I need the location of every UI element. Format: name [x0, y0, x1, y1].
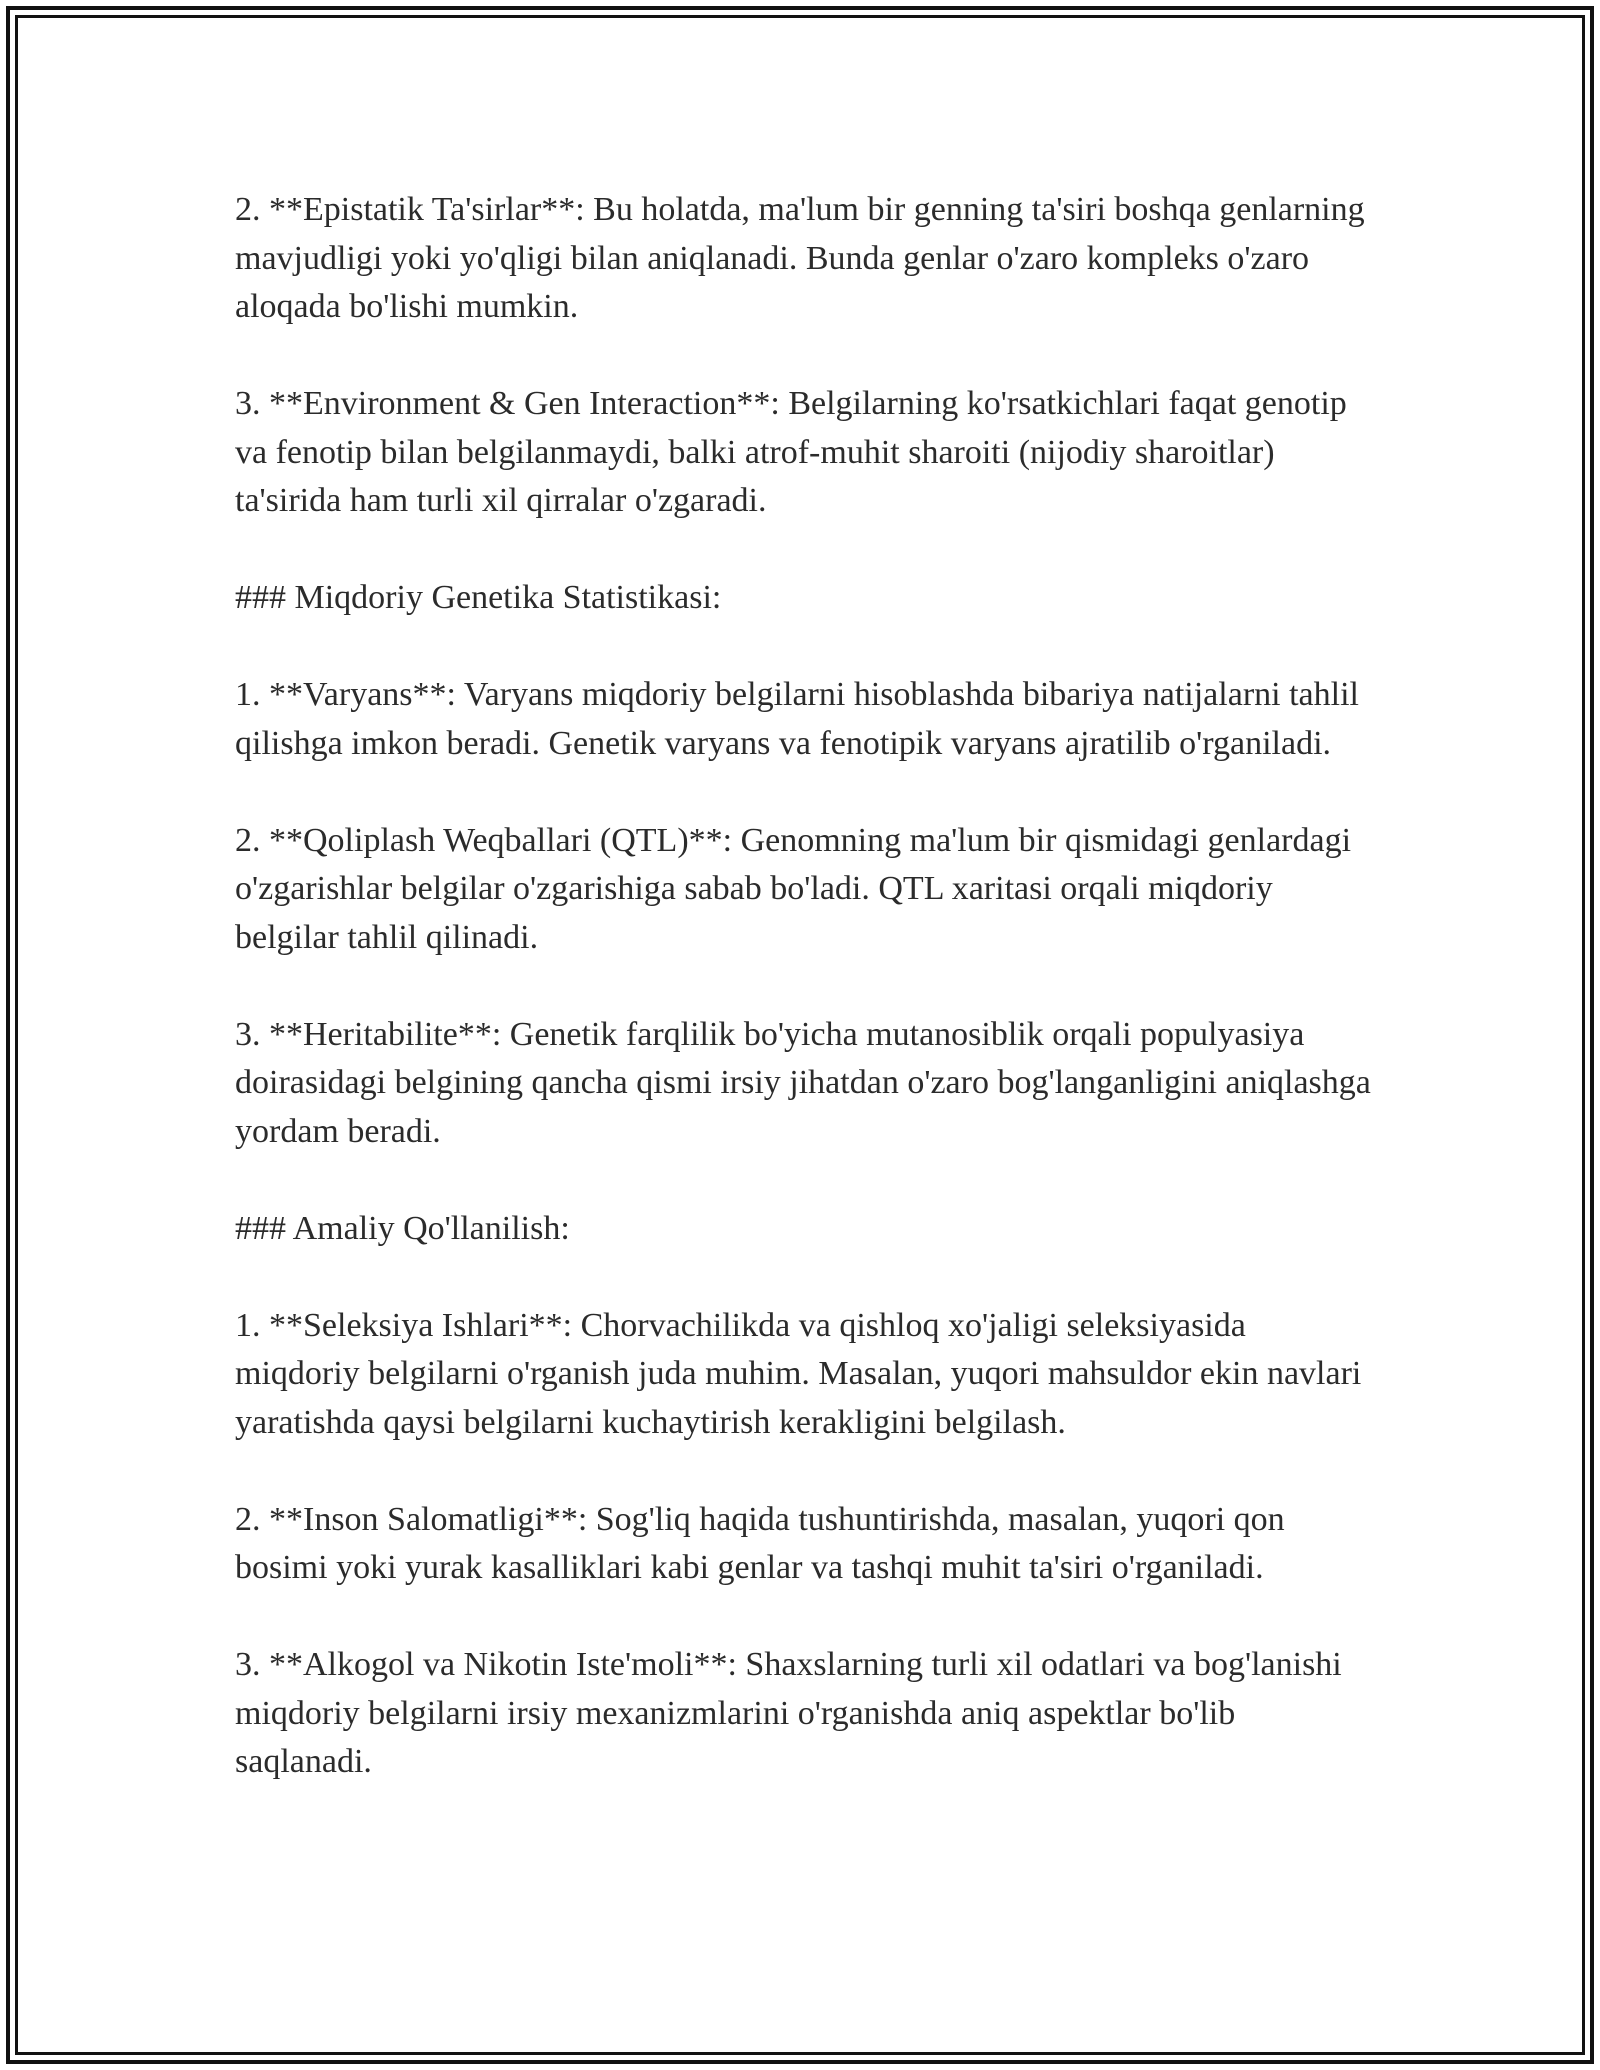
paragraph-qtl: 2. **Qoliplash Weqballari (QTL)**: Genomning ma'lum bir qismidagi genlardagi o'zgarishlar belgilar o'zgarishiga sabab bo'ladi. QTL xaritasi orqali miqdoriy belgilar tahlil qilinadi.	[235, 821, 1352, 956]
paragraph-heritabilite: 3. **Heritabilite**: Genetik farqlilik bo'yicha mutanosiblik orqali populyasiya doirasidagi belgining qancha qismi irsiy jihatdan o'zaro bog'langanligini aniqlashga yordam beradi.	[235, 1015, 1371, 1150]
paragraph-environment-gen-interaction: 3. **Environment & Gen Interaction**: Belgilarning ko'rsatkichlari faqat genotip va fenotip bilan belgilanmaydi, balki atrof-muhit sharoiti (nijodiy sharoitlar) ta'sirida ham turli xil qirralar o'zgaradi.	[235, 385, 1347, 519]
document-body	[235, 186, 1375, 1787]
paragraph-seleksiya-ishlari: 1. **Seleksiya Ishlari**: Chorvachilikda va qishloq xo'jaligi seleksiyasida miqdoriy belgilarni o'rganish juda muhim. Masalan, yuqori mahsuldor ekin navlari yaratishda qaysi belgilarni kuchaytirish kerakligini belgilash.	[235, 1306, 1362, 1441]
heading-amaliy-qollanilish: ### Amaliy Qo'llanilish:	[235, 1209, 570, 1247]
paragraph-varyans: 1. **Varyans**: Varyans miqdoriy belgilarni hisoblashda bibariya natijalarni tahlil qilishga imkon beradi. Genetik varyans va fenotipik varyans ajratilib o'rganiladi.	[235, 676, 1359, 762]
paragraph-epistatik-tasirlar: 2. **Epistatik Ta'sirlar**: Bu holatda, ma'lum bir genning ta'siri boshqa genlarning mavjudligi yoki yo'qligi bilan aniqlanadi. Bunda genlar o'zaro kompleks o'zaro aloqada bo'lishi mumkin.	[235, 191, 1365, 325]
heading-miqdoriy-genetika-statistikasi: ### Miqdoriy Genetika Statistikasi:	[235, 579, 722, 616]
paragraph-alkogol-nikotin: 3. **Alkogol va Nikotin Iste'moli**: Shaxslarning turli xil odatlari va bog'lanishi miqdoriy belgilarni irsiy mexanizmlarini o'rganishda aniq aspektlar bo'lib saqlanadi.	[235, 1646, 1342, 1780]
paragraph-inson-salomatligi: 2. **Inson Salomatligi**: Sog'liq haqida tushuntirishda, masalan, yuqori qon bosimi yoki yurak kasalliklari kabi genlar va tashqi muhit ta'siri o'rganiladi.	[235, 1500, 1285, 1586]
